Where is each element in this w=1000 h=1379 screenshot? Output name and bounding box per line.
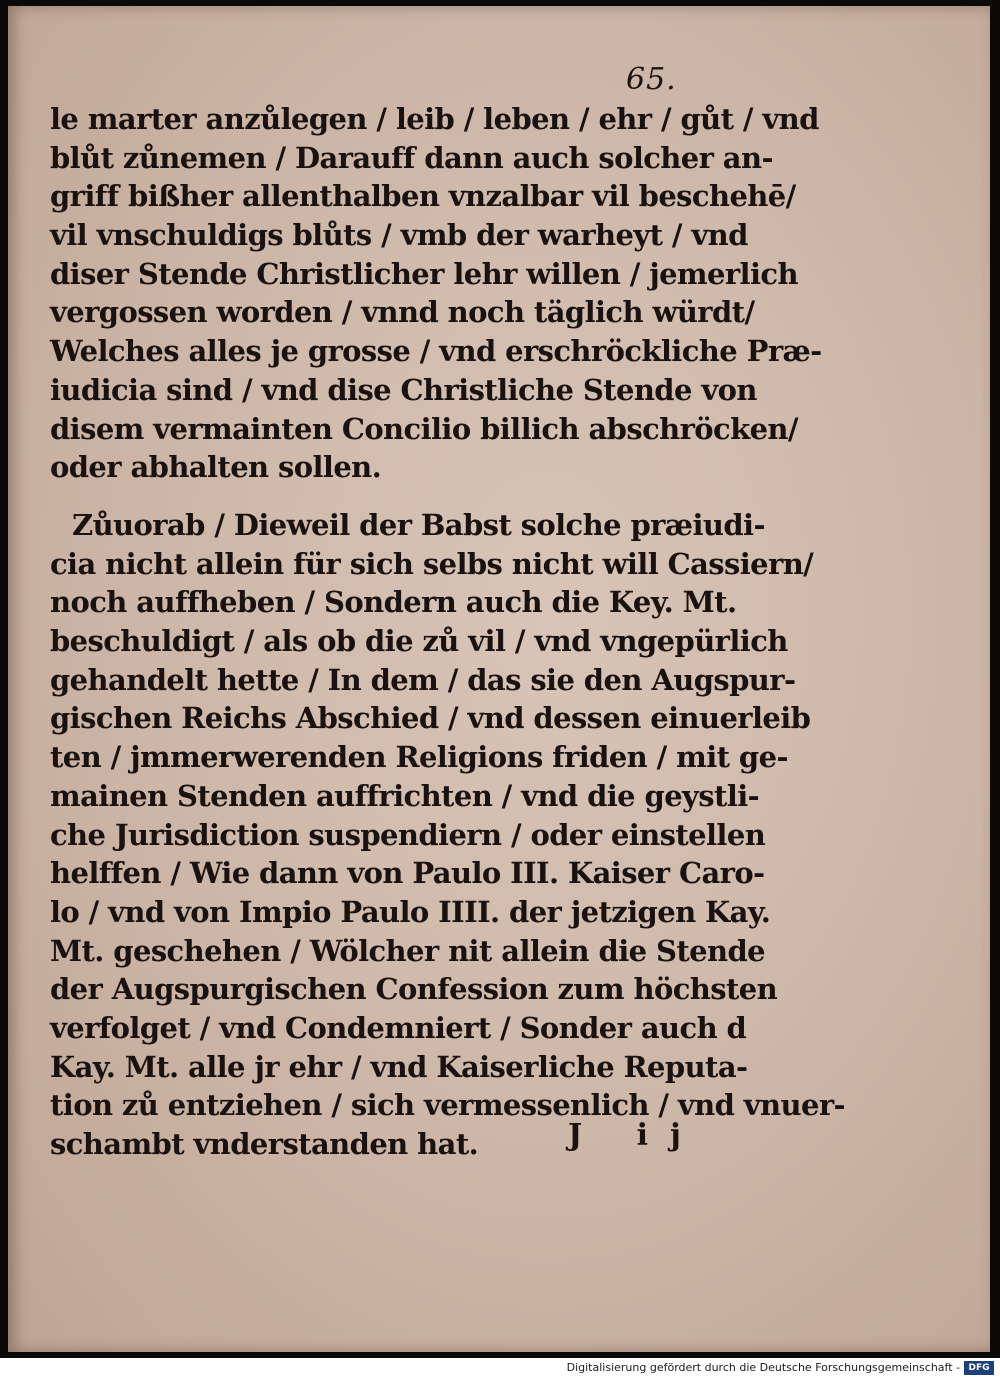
text-line: noch auffheben / Sondern auch die Key. Mt. bbox=[50, 585, 737, 620]
text-line: helffen / Wie dann von Paulo III. Kaiser Caro- bbox=[50, 856, 765, 891]
text-line: vergossen worden / vnnd noch täglich würdt/ bbox=[50, 295, 755, 330]
paragraph-2 bbox=[50, 506, 845, 1164]
text-line: che Jurisdiction suspendiern / oder einstellen bbox=[50, 817, 766, 852]
text-line: schambt vnderstanden hat. bbox=[50, 1127, 479, 1161]
footer-bar bbox=[0, 1358, 1000, 1379]
book-page bbox=[8, 6, 990, 1352]
text-line: cia nicht allein für sich selbs nicht will Cassiern/ bbox=[50, 546, 814, 581]
text-line: iudicia sind / vnd dise Christliche Stende von bbox=[50, 372, 757, 407]
text-line: Welches alles je grosse / vnd erschröckliche Præ- bbox=[50, 334, 822, 369]
text-line: gischen Reichs Abschied / vnd dessen einuerleib bbox=[50, 701, 811, 736]
text-line: lo / vnd von Impio Paulo IIII. der jetzigen Kay. bbox=[50, 894, 771, 929]
text-line: gehandelt hette / In dem / das sie den Augspur- bbox=[50, 662, 796, 697]
signature-mark: J ij bbox=[568, 1118, 703, 1153]
page-number: 65. bbox=[626, 62, 677, 97]
text-line: griff bißher allenthalben vnzalbar vil beschehē/ bbox=[50, 179, 796, 214]
text-line: vil vnschuldigs blůts / vmb der warheyt / vnd bbox=[50, 218, 748, 253]
text-line: verfolget / vnd Condemniert / Sonder auch d bbox=[50, 1010, 747, 1045]
text-line: Mt. geschehen / Wölcher nit allein die Stende bbox=[50, 933, 765, 968]
text-line: ten / jmmerwerenden Religions friden / mit ge- bbox=[50, 740, 788, 775]
text-line: le marter anzůlegen / leib / leben / ehr / gůt / vnd bbox=[50, 102, 819, 136]
text-line: Zůuorab / Dieweil der Babst solche præiudi- bbox=[72, 508, 765, 542]
text-line: blůt zůnemen / Darauff dann auch solcher an- bbox=[50, 140, 773, 175]
text-line: tion zů entziehen / sich vermessenlich / vnd vnuer- bbox=[50, 1088, 845, 1123]
text-line: mainen Stenden auffrichten / vnd die geystli- bbox=[50, 778, 760, 813]
paragraph-1 bbox=[50, 100, 822, 487]
text-line: disem vermainten Concilio billich abschröcken/ bbox=[50, 411, 798, 446]
funding-credit: Digitalisierung gefördert durch die Deutsche Forschungsgemeinschaft - bbox=[566, 1361, 960, 1374]
dfg-logo-icon: DFG bbox=[964, 1361, 994, 1375]
text-line: oder abhalten sollen. bbox=[50, 450, 382, 485]
text-line: diser Stende Christlicher lehr willen / jemerlich bbox=[50, 256, 798, 291]
text-line: Kay. Mt. alle jr ehr / vnd Kaiserliche Reputa- bbox=[50, 1049, 748, 1084]
text-line: beschuldigt / als ob die zů vil / vnd vngepürlich bbox=[50, 624, 788, 659]
text-line: der Augspurgischen Confession zum höchsten bbox=[50, 972, 778, 1007]
